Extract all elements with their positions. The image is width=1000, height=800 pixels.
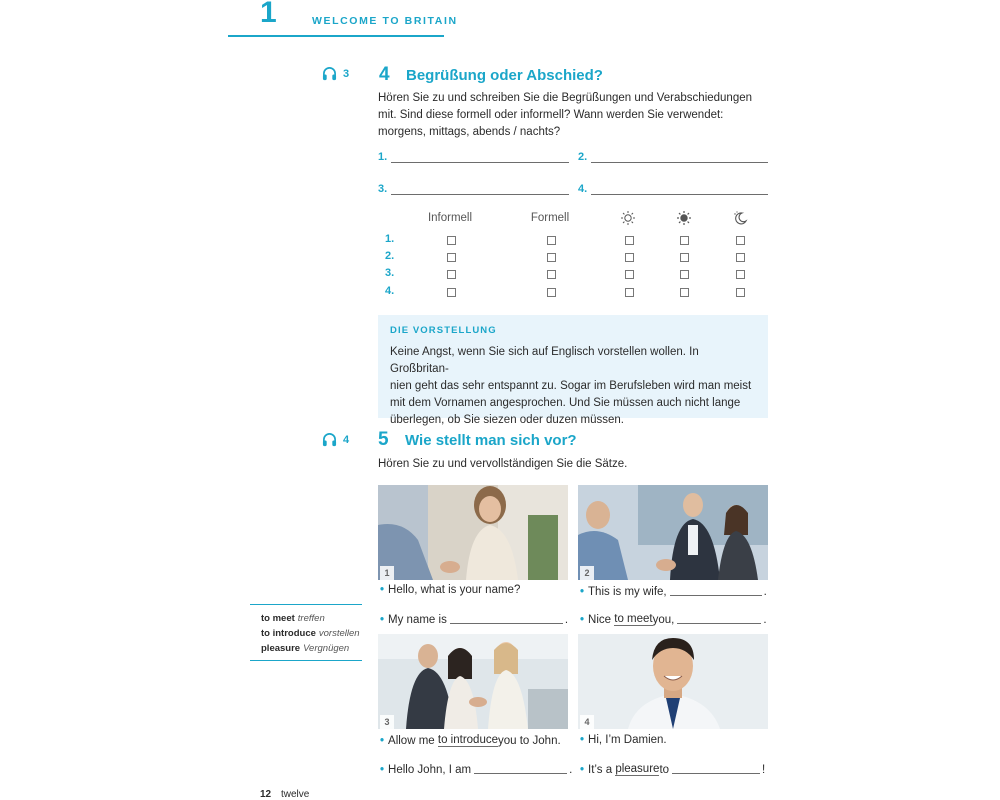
vocab-underlined: to meet [614,613,653,625]
photo-introduction-meeting [378,634,568,729]
headphones-icon [322,432,337,447]
exercise-number: 4 [379,64,390,85]
checkbox[interactable] [447,253,456,262]
checkbox[interactable] [547,236,556,245]
exercise-instruction: Hören Sie zu und schreiben Sie die Begrüßungen und Verabschiedungen mit. Sind diese formell oder informell? Wann werden Sie verwendet: morgens, mittags, abends / nachts? [378,92,753,138]
vocab-underlined: to introduce [437,734,498,746]
audio-track-3[interactable] [322,66,349,81]
headphones-icon [322,66,337,81]
checkbox[interactable] [680,236,689,245]
sentence-2b: • Nice to meet you, . [580,613,767,626]
checkbox[interactable] [736,270,745,279]
vocab-divider-bottom [250,660,362,661]
column-formell: Formell [530,212,570,224]
unit-number: 1 [260,0,277,29]
audio-track-4[interactable] [322,432,349,447]
photo-number: 2 [580,566,594,580]
photo-damien-portrait [578,634,768,729]
checkbox[interactable] [547,253,556,262]
bullet: • [580,734,585,746]
checkbox[interactable] [736,253,745,262]
sentence-3b: • Hello John, I am . [380,764,573,776]
checkbox[interactable] [736,288,745,297]
page-number-word: twelve [281,789,310,800]
checkbox[interactable] [680,253,689,262]
exercise-title: Begrüßung oder Abschied? [406,67,603,84]
audio-track-number: 4 [343,433,350,446]
bullet: • [380,584,385,596]
answer-line-3[interactable]: 3. [378,183,569,195]
photo-number: 3 [380,715,394,729]
row-number: 2. [385,250,395,262]
checkbox[interactable] [625,253,634,262]
fill-in-blank[interactable] [474,762,567,774]
photo-number: 4 [580,715,594,729]
fill-in-blank[interactable] [677,612,761,624]
exercise-title: Wie stellt man sich vor? [405,432,577,449]
info-box [378,315,768,426]
vocab-item: to meet treffen [261,613,325,624]
fill-in-blank[interactable] [672,762,760,774]
bullet: • [380,735,385,747]
checkbox[interactable] [736,236,745,245]
checkbox[interactable] [547,288,556,297]
bullet: • [380,764,385,776]
checkbox[interactable] [447,288,456,297]
sentence-2a: • This is my wife, . [580,586,767,598]
checkbox[interactable] [680,270,689,279]
bullet: • [580,614,585,626]
exercise-number: 5 [378,429,389,450]
checkbox[interactable] [625,270,634,279]
page-number: 12 [260,789,272,800]
info-box-title: DIE VORSTELLUNG [390,325,497,336]
checkbox[interactable] [680,288,689,297]
answer-line-2[interactable]: 2. [578,151,768,163]
row-number: 3. [385,267,395,279]
sentence-4b: • It’s a pleasure to ! [580,763,766,776]
column-informell: Informell [427,212,473,224]
vocab-item: pleasure Vergnügen [261,643,350,654]
checkbox[interactable] [625,236,634,245]
checkbox[interactable] [625,288,634,297]
checkbox[interactable] [547,270,556,279]
bullet: • [580,764,585,776]
audio-track-number: 3 [343,67,350,80]
sun-morning-icon [620,210,636,226]
photo-number: 1 [380,566,394,580]
vocab-item: to introduce vorstellen [261,628,360,639]
header-rule [228,35,444,37]
moon-night-icon [732,210,748,226]
sentence-3a: • Allow me to introduce you to John. [380,734,561,747]
answer-line-1[interactable]: 1. [378,151,569,163]
bullet: • [380,614,385,626]
sun-noon-icon [676,210,692,226]
info-box-text: Keine Angst, wenn Sie sich auf Englisch vorstellen wollen. In Großbritan- nien geht das sehr entspannt zu. Sogar im Berufsleben wird man meist mit dem Vornamen angesprochen. Und Sie müssen auch nicht lange überlegen, ob Sie siezen oder duzen müssen. [390,346,752,426]
fill-in-blank[interactable] [450,612,563,624]
fill-in-blank[interactable] [670,584,762,596]
answer-line-4[interactable]: 4. [578,183,768,195]
vocab-divider-top [250,604,362,605]
sentence-4a: • Hi, I’m Damien. [580,734,667,746]
sentence-1a: • Hello, what is your name? [380,584,521,596]
exercise-instruction: Hören Sie zu und vervollständigen Sie die Sätze. [378,458,628,470]
bullet: • [580,586,585,598]
row-number: 1. [385,233,395,245]
checkbox[interactable] [447,236,456,245]
checkbox[interactable] [447,270,456,279]
unit-title: WELCOME TO BRITAIN [312,15,458,27]
photo-handshake-woman [378,485,568,580]
sentence-1b: • My name is . [380,614,569,626]
vocab-list [261,611,360,656]
photo-business-couple [578,485,768,580]
vocab-underlined: pleasure [615,763,660,775]
row-number: 4. [385,285,395,297]
